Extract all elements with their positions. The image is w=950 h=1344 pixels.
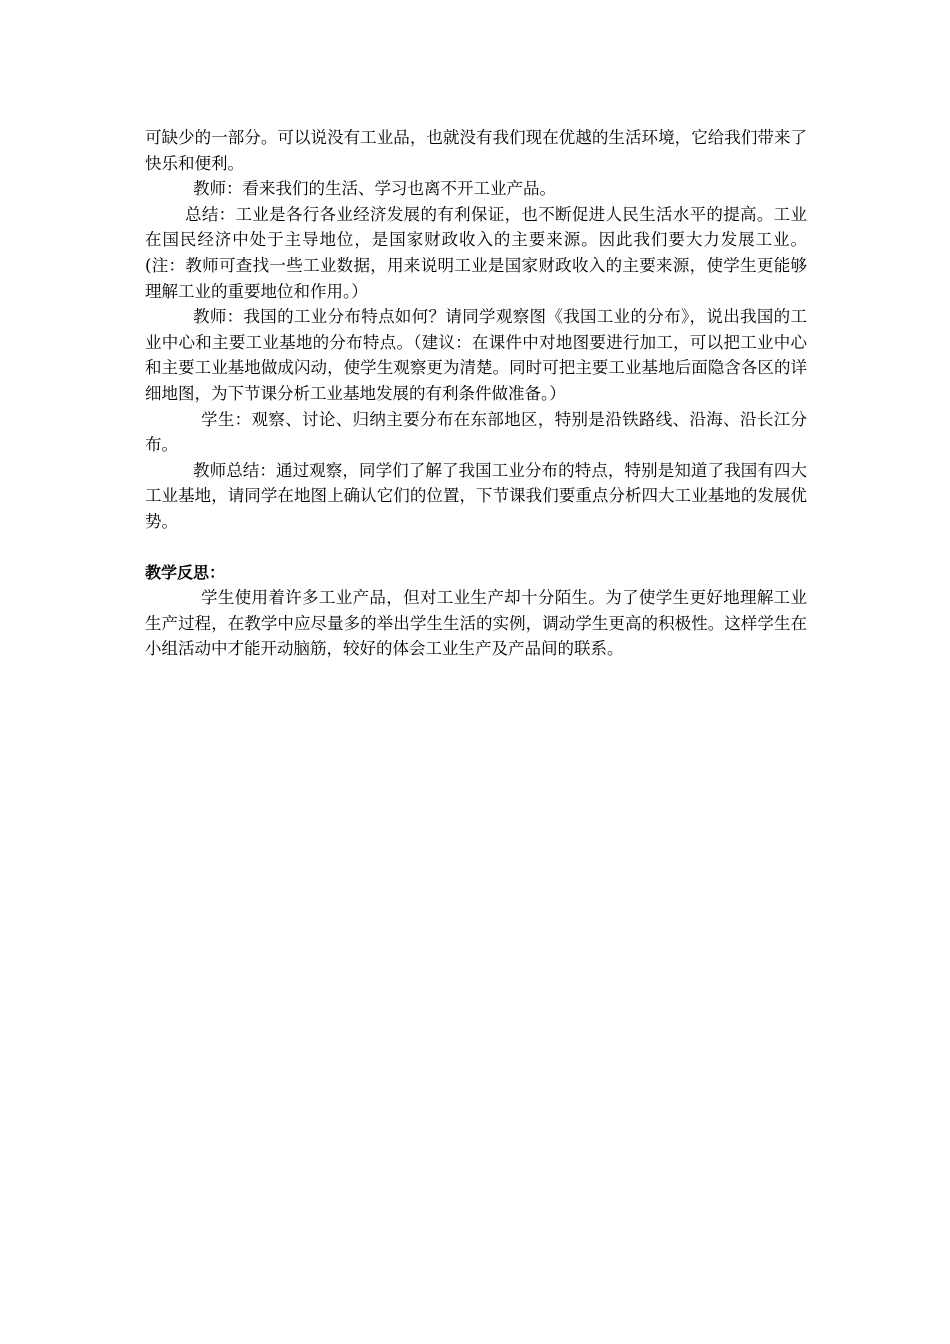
paragraph-continuation: 可缺少的一部分。可以说没有工业品，也就没有我们现在优越的生活环境，它给我们带来了快乐和便利。 [145,128,807,173]
paragraph-teacher-summary: 教师总结：通过观察，同学们了解了我国工业分布的特点，特别是知道了我国有四大工业基地，请同学在地图上确认它们的位置，下节课我们要重点分析四大工业基地的发展优势。 [145,460,807,531]
paragraph-summary: 总结：工业是各行各业经济发展的有利保证，也不断促进人民生活水平的提高。工业在国民经济中处于主导地位，是国家财政收入的主要来源。因此我们要大力发展工业。(注：教师可查找一些工业数据，用来说明工业是国家财政收入的主要来源，使学生更能够理解工业的重要地位和作用。） [145,204,807,301]
paragraph-student-answer: 学生：观察、讨论、归纳主要分布在东部地区，特别是沿铁路线、沿海、沿长江分布。 [145,409,807,455]
paragraph-teacher-question: 教师：我国的工业分布特点如何？请同学观察图《我国工业的分布》，说出我国的工业中心和主要工业基地的分布特点。（建议：在课件中对地图要进行加工，可以把工业中心和主要工业基地做成闪动，使学生观察更为清楚。同时可把主要工业基地后面隐含各区的详细地图，为下节课分析工业基地发展的有利条件做准备。） [145,307,807,403]
reflection-heading: 教学反思： [145,562,226,582]
reflection-paragraph: 学生使用着许多工业产品，但对工业生产却十分陌生。为了使学生更好地理解工业生产过程，在教学中应尽量多的举出学生生活的实例，调动学生更高的积极性。这样学生在小组活动中才能开动脑筋，较好的体会工业生产及产品间的联系。 [145,588,807,659]
paragraph-teacher-remark: 教师：看来我们的生活、学习也离不开工业产品。 [193,179,556,199]
paragraph-spacer [145,535,807,560]
document-body [145,125,807,662]
